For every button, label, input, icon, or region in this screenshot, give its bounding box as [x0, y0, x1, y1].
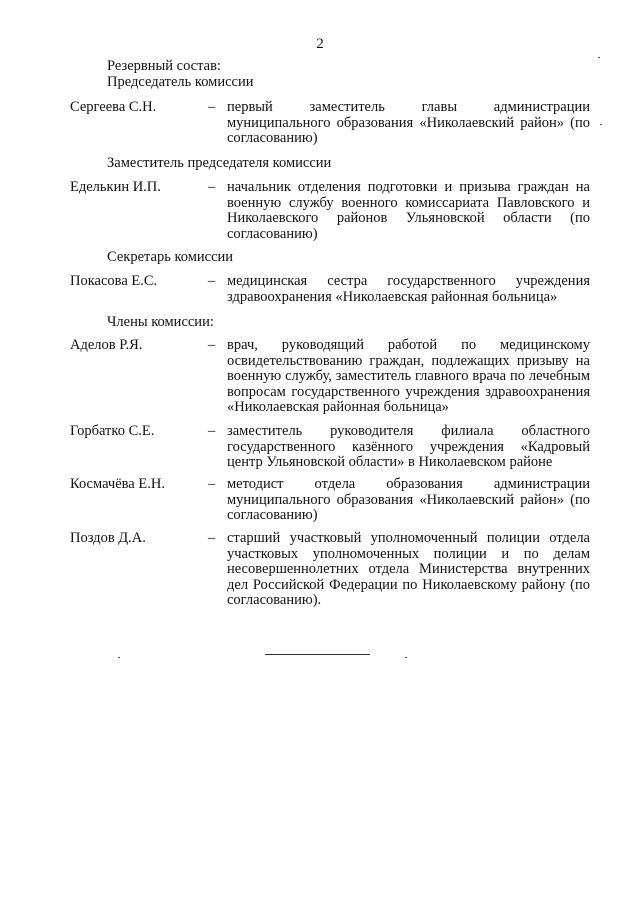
dash: –	[208, 179, 216, 195]
member-role: методист отдела образования администрации муниципального образования «Николаевский район» (по согласованию)	[227, 476, 590, 523]
scan-speck	[598, 57, 600, 58]
member-name: Поздов Д.А.	[70, 530, 146, 546]
secretary-title: Секретарь комиссии	[107, 249, 234, 265]
member-name: Сергеева С.Н.	[70, 99, 157, 115]
dash: –	[208, 273, 216, 289]
members-title: Члены комиссии:	[107, 314, 214, 330]
end-divider-line	[265, 654, 370, 655]
dash: –	[208, 423, 216, 439]
dash: –	[208, 476, 216, 492]
member-role: начальник отделения подготовки и призыва граждан на военную службу военного комиссариата Павловского и Николаевского районов Ульяновской области (по согласованию)	[227, 179, 590, 242]
deputy-title: Заместитель председателя комиссии	[107, 155, 332, 171]
member-name: Покасова Е.С.	[70, 273, 158, 289]
member-role: старший участковый уполномоченный полиции отдела участковых уполномоченных полиции и по делам несовершеннолетних отдела Министерства внутренних дел Российской Федерации по Николаевскому району (по согласованию).	[227, 530, 590, 608]
scan-speck	[405, 657, 407, 658]
member-name: Горбатко С.Е.	[70, 423, 155, 439]
reserve-title: Резервный состав:	[107, 58, 221, 74]
dash: –	[208, 337, 216, 353]
scan-speck	[600, 124, 602, 125]
member-name: Еделькин И.П.	[70, 179, 161, 195]
member-role: врач, руководящий работой по медицинскому освидетельствованию граждан, подлежащих призыву на военную службу, заместитель главного врача по лечебным вопросам государственного учреждения здравоохранения «Николаевская районная больница»	[227, 337, 590, 415]
member-role: медицинская сестра государственного учреждения здравоохранения «Николаевская районная больница»	[227, 273, 590, 305]
member-name: Аделов Р.Я.	[70, 337, 143, 353]
member-name: Космачёва Е.Н.	[70, 476, 165, 492]
dash: –	[208, 99, 216, 115]
dash: –	[208, 530, 216, 546]
chairman-title: Председатель комиссии	[107, 74, 254, 90]
member-role: первый заместитель главы администрации муниципального образования «Николаевский район» (по согласованию)	[227, 99, 590, 146]
page-number: 2	[316, 36, 324, 52]
scan-speck	[118, 657, 120, 658]
member-role: заместитель руководителя филиала областного государственного казённого учреждения «Кадровый центр Ульяновской области» в Николаевском районе	[227, 423, 590, 470]
